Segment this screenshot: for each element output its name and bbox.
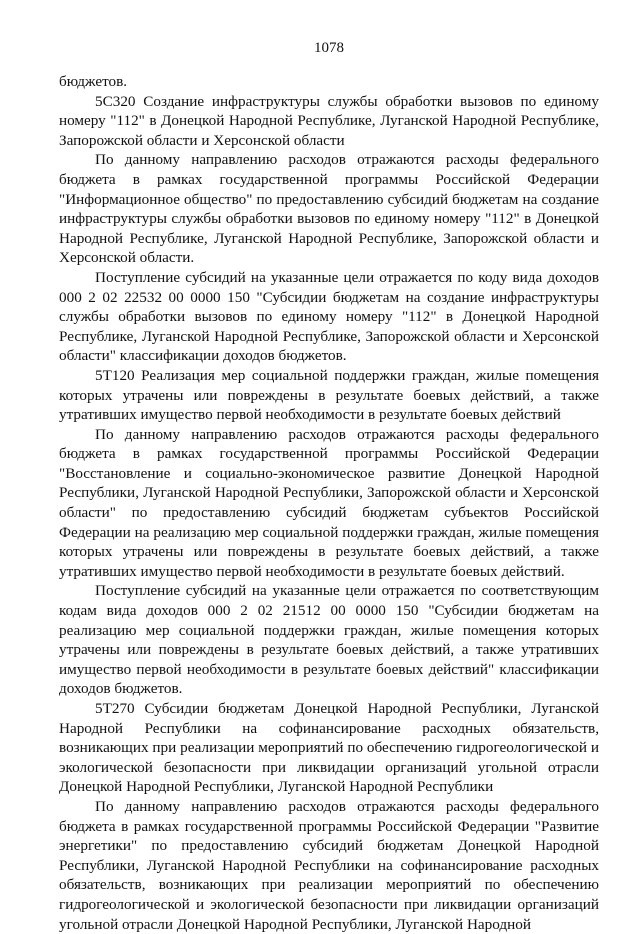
- paragraph-5t120-income: Поступление субсидий на указанные цели отражается по соответствующим кодам вида доходов 000 2 02 21512 00 0000 150 "Субсидии бюджетам на реализацию мер социальной поддержки граждан, жилые помещения которых утрачены или повреждены в результате боевых действий, а также утративших имущество первой необходимости в результате боевых действий" классификации доходов бюджетов.: [59, 582, 599, 698]
- paragraph-5c320-description: По данному направлению расходов отражаются расходы федерального бюджета в рамках государственной программы Российской Федерации "Информационное общество" по предоставлению субсидий бюджетам на создание инфраструктуры службы обработки вызовов по единому номеру "112" в Донецкой Народной Республике, Луганской Народной Республике, Запорожской области и Херсонской области.: [59, 151, 599, 267]
- section-heading-5c320: 5С320 Создание инфраструктуры службы обработки вызовов по единому номеру "112" в Донецкой Народной Республике, Луганской Народной Республике, Запорожской области и Херсонской области: [59, 92, 599, 149]
- page-number: 1078: [314, 40, 344, 56]
- paragraph-continuation: бюджетов.: [59, 73, 128, 90]
- paragraph-5c320-income: Поступление субсидий на указанные цели отражается по коду вида доходов 000 2 02 22532 00 0000 150 "Субсидии бюджетам на создание инфраструктуры службы обработки вызовов по единому номеру "112" в Донецкой Народной Республике, Луганской Народной Республике, Запорожской области и Херсонской области" классификации доходов бюджетов.: [59, 268, 599, 365]
- document-page: [59, 38, 599, 934]
- paragraph-5t270-description: По данному направлению расходов отражаются расходы федерального бюджета в рамках государственной программы Российской Федерации "Развитие энергетики" по предоставлению субсидий бюджетам Донецкой Народной Республики, Луганской Народной Республики на софинансирование расходных обязательств, возникающих при реализации мероприятий по обеспечению гидрогеологической и экологической безопасности при ликвидации организаций угольной отрасли Донецкой Народной Республики, Луганской Народной: [59, 797, 599, 933]
- section-heading-5t120: 5Т120 Реализация мер социальной поддержки граждан, жилые помещения которых утрачены или повреждены в результате боевых действий, а также утративших имущество первой необходимости в результате боевых действий: [59, 366, 599, 424]
- section-heading-5t270: 5Т270 Субсидии бюджетам Донецкой Народной Республики, Луганской Народной Республики на софинансирование расходных обязательств, возникающих при реализации мероприятий по обеспечению гидрогеологической и экологической безопасности при ликвидации организаций угольной отрасли Донецкой Народной Республики, Луганской Народной Республики: [59, 700, 599, 796]
- paragraph-5t120-description: По данному направлению расходов отражаются расходы федерального бюджета в рамках государственной программы Российской Федерации "Восстановление и социально-экономическое развитие Донецкой Народной Республики, Луганской Народной Республики, Запорожской области и Херсонской области" по предоставлению субсидий бюджетам субъектов Российской Федерации на реализацию мер социальной поддержки граждан, жилые помещения которых утрачены или повреждены в результате боевых действий, а также утративших имущество первой необходимости в результате боевых действий.: [59, 425, 599, 580]
